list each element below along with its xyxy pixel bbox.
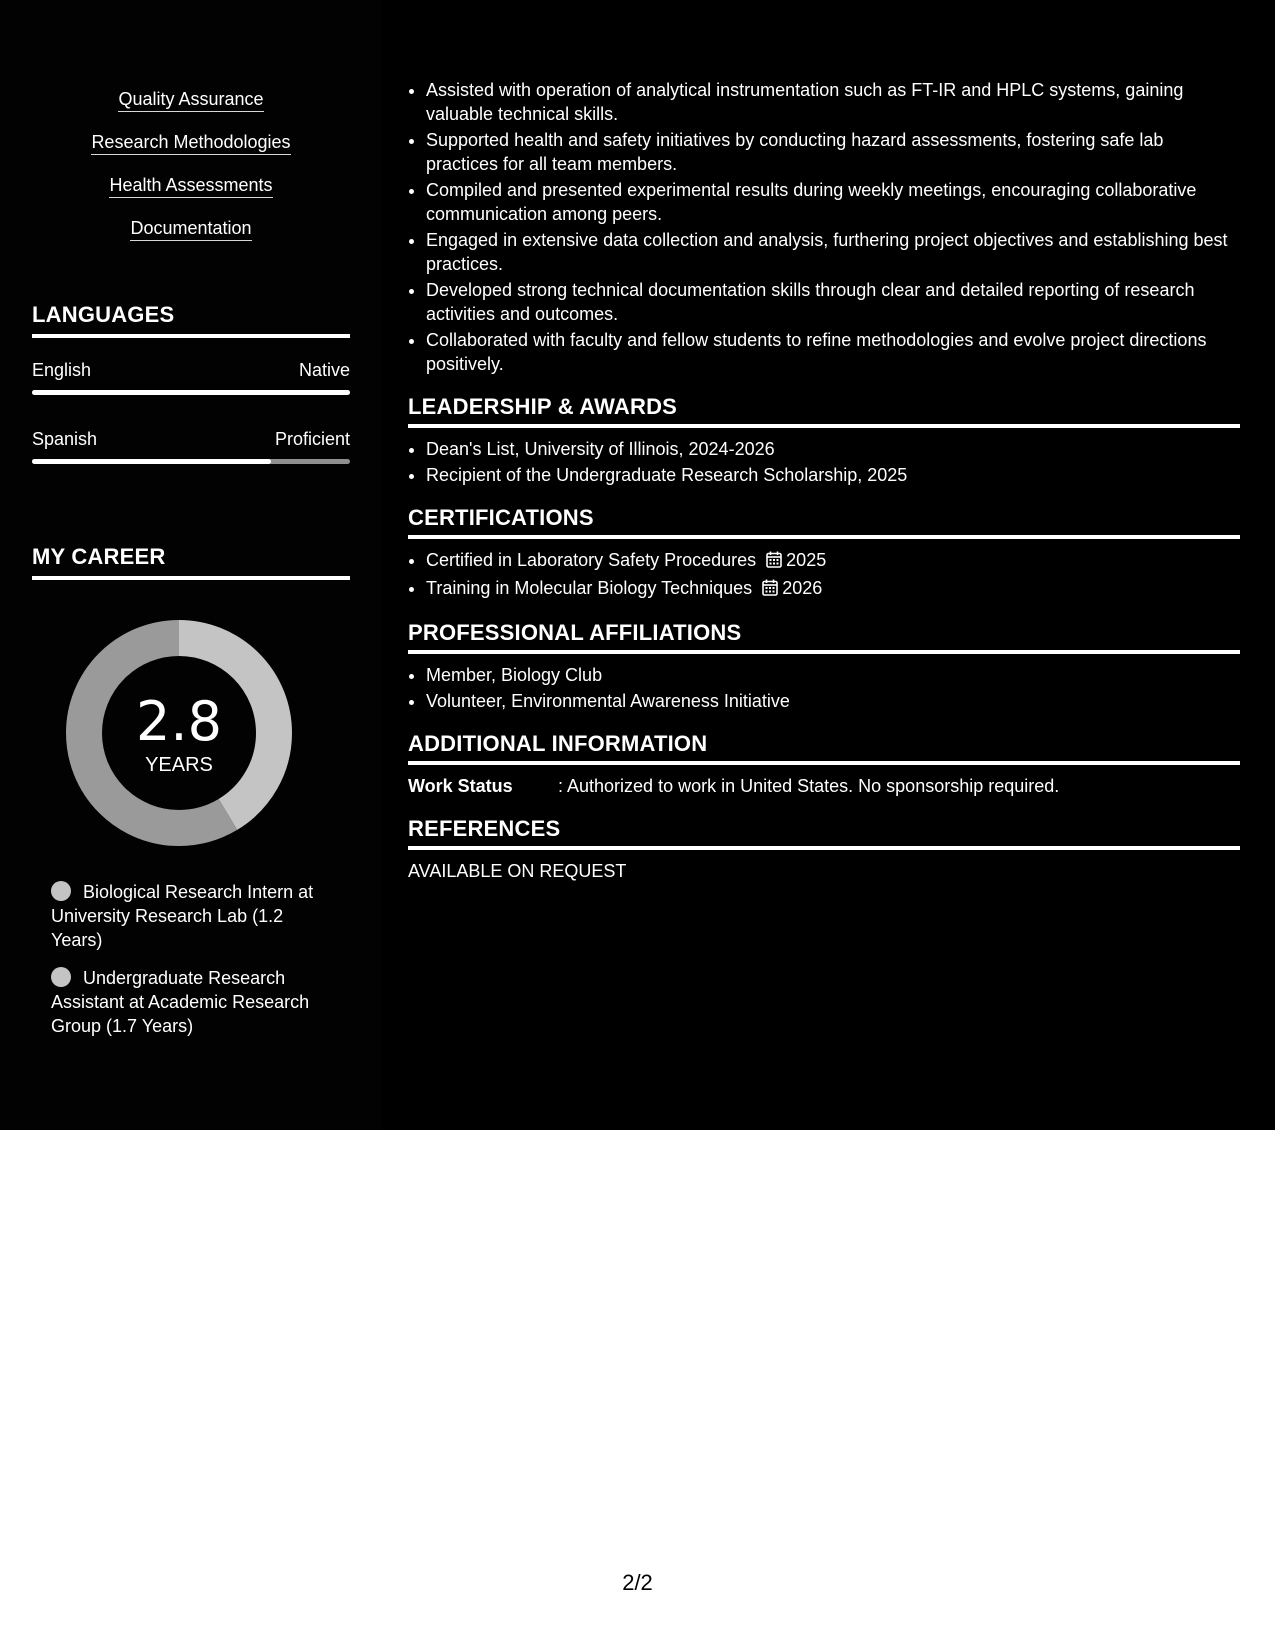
main-column (408, 78, 1240, 883)
certification-name: Certified in Laboratory Safety Procedures (426, 550, 757, 570)
references-heading: REFERENCES (408, 816, 1240, 850)
career-donut-chart (66, 620, 292, 846)
skill-item: Health Assessments (109, 174, 272, 198)
language-level-fill (32, 459, 271, 464)
career-item-text: Undergraduate Research Assistant at Academic Research Group (1.7 Years) (51, 968, 310, 1036)
work-status-label: Work Status (408, 776, 513, 796)
certification-year: 2025 (786, 550, 827, 570)
work-status-value: : Authorized to work in United States. No sponsorship required. (558, 776, 1060, 796)
career-legend-dot (51, 967, 71, 987)
certification-name: Training in Molecular Biology Techniques (426, 578, 753, 598)
language-name: English (32, 360, 92, 380)
career-heading: MY CAREER (32, 544, 350, 580)
certifications-list (408, 548, 1240, 602)
language-level-bar (32, 459, 350, 464)
experience-bullet: • Developed strong technical documentation skills through clear and detailed reporting of research activities and outcomes. (426, 278, 1240, 326)
affiliations-list (408, 663, 1240, 713)
certification-year: 2026 (782, 578, 823, 598)
skill-item: Documentation (130, 217, 251, 241)
sidebar (0, 0, 382, 1130)
career-item (51, 966, 331, 1038)
references-text: AVAILABLE ON REQUEST (408, 861, 627, 881)
leadership-item: • Dean's List, University of Illinois, 2024-2026 (426, 437, 1240, 461)
career-legend-dot (51, 881, 71, 901)
career-list (51, 880, 331, 1052)
leadership-item: • Recipient of the Undergraduate Research Scholarship, 2025 (426, 463, 1240, 487)
experience-bullet: • Supported health and safety initiatives by conducting hazard assessments, fostering safe lab practices for all team members. (426, 128, 1240, 176)
language-level-bar (32, 390, 350, 395)
leadership-heading: LEADERSHIP & AWARDS (408, 394, 1240, 428)
career-item-text: Biological Research Intern at University Research Lab (1.2 Years) (51, 882, 314, 950)
experience-bullet: • Collaborated with faculty and fellow students to refine methodologies and evolve project directions positively. (426, 328, 1240, 376)
affiliation-item: • Member, Biology Club (426, 663, 1240, 687)
language-level-fill (32, 390, 350, 395)
language-level: Proficient (274, 429, 350, 449)
leadership-list (408, 437, 1240, 487)
experience-bullet: • Assisted with operation of analytical instrumentation such as FT-IR and HPLC systems, gaining valuable technical skills. (426, 78, 1240, 126)
certifications-heading: CERTIFICATIONS (408, 505, 1240, 539)
career-years-label: YEARS (145, 754, 213, 776)
calendar-icon (766, 550, 782, 574)
affiliation-item: • Volunteer, Environmental Awareness Initiative (426, 689, 1240, 713)
experience-bullets (408, 78, 1240, 376)
experience-bullet: • Engaged in extensive data collection and analysis, furthering project objectives and establishing best practices. (426, 228, 1240, 276)
career-item (51, 880, 331, 952)
language-name: Spanish (32, 429, 98, 449)
language-level: Native (298, 360, 350, 380)
language-item (32, 429, 350, 464)
calendar-icon (762, 578, 778, 602)
skills-list (32, 88, 350, 260)
certification-item (426, 576, 1240, 602)
experience-bullet: • Compiled and presented experimental results during weekly meetings, encouraging collaborative communication among peers. (426, 178, 1240, 226)
additional-info-heading: ADDITIONAL INFORMATION (408, 731, 1240, 765)
work-status-row (408, 774, 1240, 798)
page-number: 2/2 (622, 1570, 653, 1595)
language-item (32, 360, 350, 395)
skill-item: Research Methodologies (91, 131, 290, 155)
affiliations-heading: PROFESSIONAL AFFILIATIONS (408, 620, 1240, 654)
skill-item: Quality Assurance (118, 88, 263, 112)
languages-heading: LANGUAGES (32, 302, 350, 338)
career-total-years: 2.8 (136, 690, 222, 753)
certification-item (426, 548, 1240, 574)
